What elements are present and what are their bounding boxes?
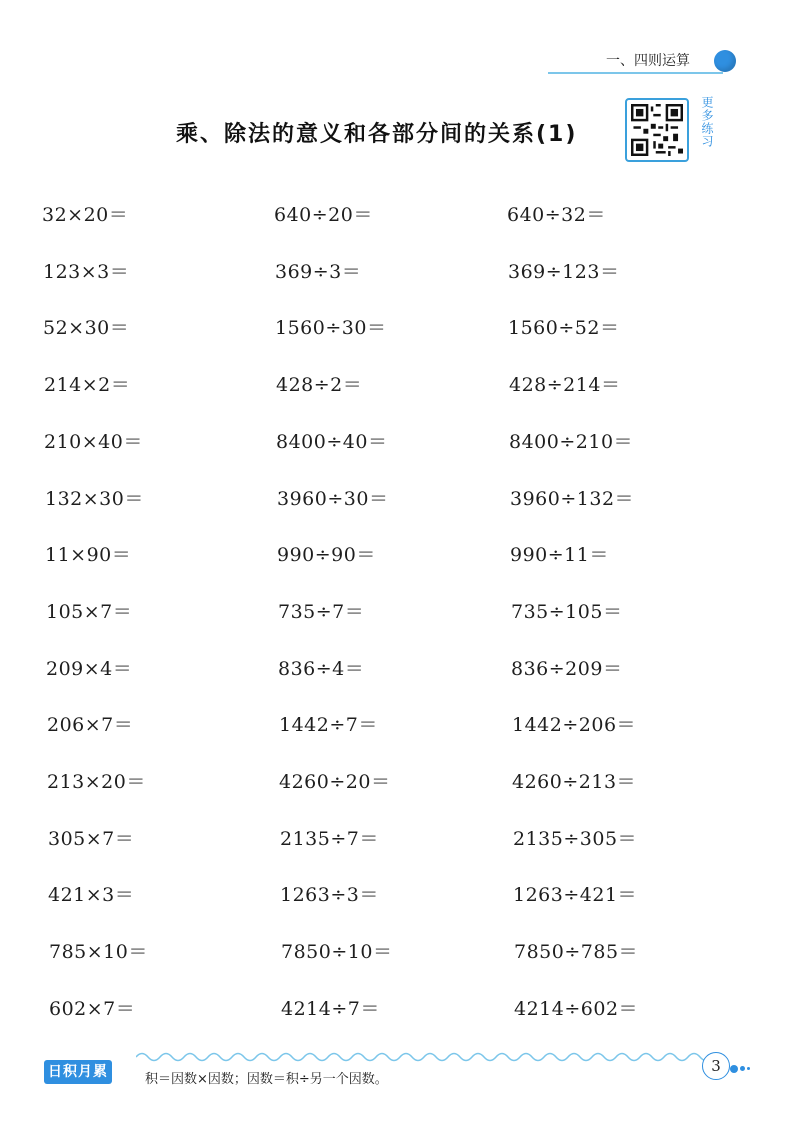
problem-row xyxy=(0,824,794,864)
problem-row xyxy=(0,597,794,637)
division-problem: 735÷105＝ xyxy=(511,601,623,623)
division-problem: 4214÷602＝ xyxy=(514,998,639,1020)
division-problem: 1263÷421＝ xyxy=(513,884,638,906)
division-problem: 1560÷30＝ xyxy=(275,317,387,339)
problem-row xyxy=(0,200,794,240)
multiplication-problem: 105×7＝ xyxy=(46,601,133,623)
division-problem: 8400÷210＝ xyxy=(509,431,634,453)
multiplication-problem: 421×3＝ xyxy=(48,884,135,906)
problem-row xyxy=(0,313,794,353)
division-problem: 990÷11＝ xyxy=(510,544,609,566)
problem-row xyxy=(0,994,794,1034)
problem-row xyxy=(0,257,794,297)
page-number: 3 xyxy=(702,1052,730,1080)
chapter-title: 一、四则运算 xyxy=(606,53,690,69)
multiplication-problem: 213×20＝ xyxy=(47,771,146,793)
multiplication-problem: 785×10＝ xyxy=(49,941,148,963)
multiplication-problem: 32×20＝ xyxy=(42,204,129,226)
multiplication-problem: 52×30＝ xyxy=(43,317,130,339)
division-problem: 4214÷7＝ xyxy=(281,998,380,1020)
problem-row xyxy=(0,710,794,750)
division-problem: 8400÷40＝ xyxy=(276,431,388,453)
multiplication-problem: 209×4＝ xyxy=(46,658,133,680)
division-problem: 1442÷7＝ xyxy=(279,714,378,736)
footer-wave-divider xyxy=(136,1048,706,1066)
division-problem: 4260÷20＝ xyxy=(279,771,391,793)
problem-row xyxy=(0,767,794,807)
header-dot-icon xyxy=(714,50,736,72)
division-problem: 3960÷30＝ xyxy=(277,488,389,510)
multiplication-problem: 210×40＝ xyxy=(44,431,143,453)
multiplication-problem: 206×7＝ xyxy=(47,714,134,736)
multiplication-problem: 305×7＝ xyxy=(48,828,135,850)
multiplication-problem: 132×30＝ xyxy=(45,488,144,510)
page-title: 乘、除法的意义和各部分间的关系(1) xyxy=(176,122,578,147)
division-problem: 990÷90＝ xyxy=(277,544,376,566)
tip-badge: 日积月累 xyxy=(44,1060,112,1084)
division-problem: 7850÷10＝ xyxy=(281,941,393,963)
problem-row xyxy=(0,427,794,467)
qr-label: 更多练习 xyxy=(700,96,714,148)
problem-row xyxy=(0,540,794,580)
division-problem: 3960÷132＝ xyxy=(510,488,635,510)
division-problem: 2135÷7＝ xyxy=(280,828,379,850)
header-divider xyxy=(548,72,723,74)
division-problem: 836÷4＝ xyxy=(278,658,365,680)
division-problem: 428÷2＝ xyxy=(276,374,363,396)
qr-code-graphic xyxy=(631,104,683,156)
multiplication-problem: 11×90＝ xyxy=(45,544,132,566)
problem-row xyxy=(0,370,794,410)
division-problem: 369÷123＝ xyxy=(508,261,620,283)
problem-row xyxy=(0,937,794,977)
qr-code-icon[interactable] xyxy=(625,98,689,162)
problem-row xyxy=(0,484,794,524)
tip-text: 积＝因数×因数；因数＝积÷另一个因数。 xyxy=(145,1072,388,1087)
division-problem: 4260÷213＝ xyxy=(512,771,637,793)
division-problem: 7850÷785＝ xyxy=(514,941,639,963)
division-problem: 1442÷206＝ xyxy=(512,714,637,736)
problem-row xyxy=(0,654,794,694)
multiplication-problem: 214×2＝ xyxy=(44,374,131,396)
division-problem: 2135÷305＝ xyxy=(513,828,638,850)
division-problem: 836÷209＝ xyxy=(511,658,623,680)
division-problem: 1560÷52＝ xyxy=(508,317,620,339)
page-dot-icon xyxy=(730,1058,752,1077)
multiplication-problem: 123×3＝ xyxy=(43,261,130,283)
division-problem: 428÷214＝ xyxy=(509,374,621,396)
division-problem: 735÷7＝ xyxy=(278,601,365,623)
problem-row xyxy=(0,880,794,920)
multiplication-problem: 602×7＝ xyxy=(49,998,136,1020)
division-problem: 1263÷3＝ xyxy=(280,884,379,906)
division-problem: 640÷32＝ xyxy=(507,204,606,226)
division-problem: 369÷3＝ xyxy=(275,261,362,283)
division-problem: 640÷20＝ xyxy=(274,204,373,226)
